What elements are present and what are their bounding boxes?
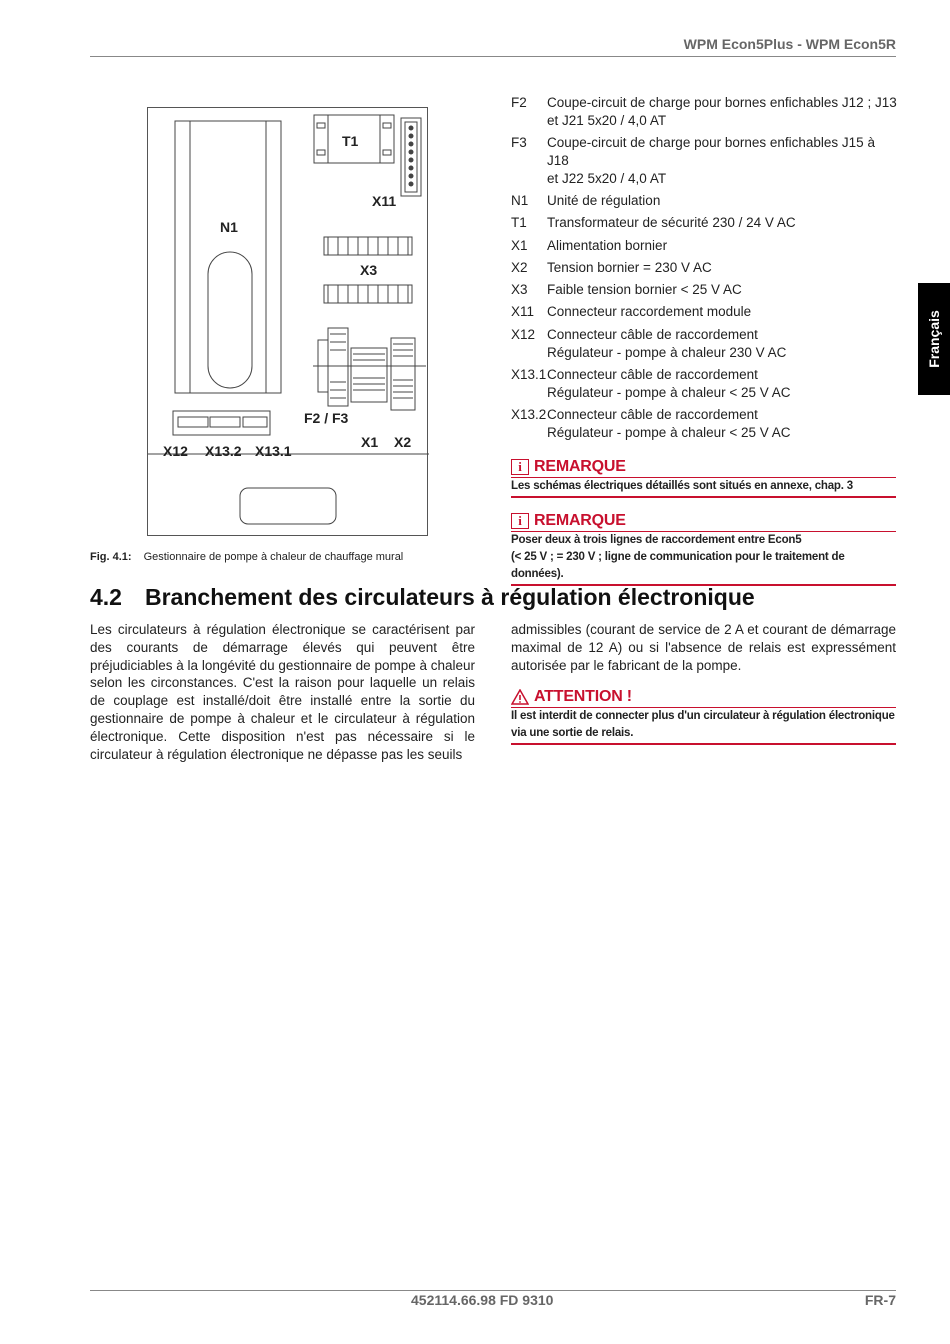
info-icon: i: [511, 513, 529, 529]
page-number: FR-7: [864, 1292, 896, 1308]
note-body: Les schémas électriques détaillés sont situés en annexe, chap. 3: [511, 478, 896, 498]
section-number: 4.2: [90, 584, 122, 610]
label-x2: X2: [394, 434, 412, 450]
legend-item: [511, 134, 901, 187]
legend-desc: Transformateur de sécurité 230 / 24 V AC: [547, 215, 796, 231]
legend-desc: Connecteur câble de raccordement Régulateur - pompe à chaleur < 25 V AC: [547, 406, 791, 440]
note-head: [511, 458, 896, 478]
legend-key: T1: [511, 215, 527, 231]
label-x3: X3: [360, 262, 378, 278]
legend-key: X13.2: [511, 406, 547, 422]
legend-item: [511, 326, 901, 362]
legend-item: [511, 259, 901, 277]
figure-caption-text: Gestionnaire de pompe à chaleur de chauffage mural: [143, 551, 404, 563]
note-title: REMARQUE: [534, 512, 626, 529]
body-text-right-paragraph: admissibles (courant de service de 2 A et courant de démarrage maximal de 12 A) ou si l'absence de relais est expressément autorisée par le fabricant de la pompe.: [511, 622, 896, 673]
warning-icon: [511, 689, 529, 705]
label-x13-2: X13.2: [205, 443, 242, 459]
legend-item: [511, 192, 901, 210]
page-header-title: WPM Econ5Plus - WPM Econ5R: [683, 36, 896, 52]
controller-diagram: [147, 107, 428, 536]
label-x12: X12: [163, 443, 188, 459]
attention-body: Il est interdit de connecter plus d'un circulateur à régulation électronique via une sortie de relais.: [511, 708, 896, 745]
legend-key: X13.1: [511, 366, 547, 382]
component-legend: [511, 94, 901, 446]
label-x13-1: X13.1: [255, 443, 292, 459]
legend-desc: Connecteur câble de raccordement Régulateur - pompe à chaleur 230 V AC: [547, 326, 787, 360]
label-n1: N1: [220, 219, 238, 235]
legend-desc: Connecteur raccordement module: [547, 304, 752, 320]
legend-key: F2: [511, 95, 527, 110]
label-x11: X11: [372, 193, 397, 209]
legend-item: [511, 281, 901, 299]
legend-item: [511, 237, 901, 255]
language-tab: [918, 283, 950, 395]
legend-desc: Connecteur câble de raccordement Régulateur - pompe à chaleur < 25 V AC: [547, 366, 791, 400]
legend-desc: Faible tension bornier < 25 V AC: [547, 282, 742, 298]
document-code: 452114.66.98 FD 9310: [411, 1292, 554, 1308]
note-title: REMARQUE: [534, 458, 626, 475]
section-heading: [90, 584, 755, 611]
note-remarque-1: [511, 458, 896, 498]
legend-desc: Alimentation bornier: [547, 237, 668, 253]
footer-divider: [90, 1290, 896, 1291]
info-icon: i: [511, 459, 529, 475]
label-t1: T1: [342, 133, 359, 149]
legend-desc: Coupe-circuit de charge pour bornes enfichables J12 ; J13 et J21 5x20 / 4,0 AT: [547, 95, 897, 128]
note-remarque-2: [511, 512, 896, 586]
legend-item: [511, 366, 901, 402]
legend-key: X1: [511, 237, 528, 253]
legend-item: [511, 214, 901, 232]
legend-desc: Unité de régulation: [547, 192, 661, 208]
note-head: [511, 512, 896, 532]
legend-key: X12: [511, 326, 536, 342]
legend-key: X2: [511, 259, 528, 275]
figure-caption-number: Fig. 4.1:: [90, 551, 132, 563]
legend-item: [511, 94, 901, 130]
language-tab-label: Français: [926, 310, 942, 368]
header-divider: [90, 56, 896, 57]
figure-caption: [90, 551, 403, 563]
legend-desc: Coupe-circuit de charge pour bornes enfichables J15 à J18 et J22 5x20 / 4,0 AT: [547, 135, 875, 186]
body-text-left: Les circulateurs à régulation électronique se caractérisent par des courants de démarrage élevés qui peuvent être préjudiciables à la longévité du gestionnaire de pompe à chaleur selon les circonstances. C'est la raison pour laquelle un relais de couplage est installé/doit être installé entre la sortie du gestionnaire de pompe à chaleur et le circulateur à régulation électronique. Cette disposition n'est pas nécessaire si le circulateur à régulation électronique ne dépasse pas les seuils: [90, 622, 476, 762]
legend-key: X3: [511, 282, 528, 298]
label-f2-f3: F2 / F3: [304, 410, 349, 426]
legend-item: [511, 303, 901, 321]
legend-key: X11: [511, 304, 535, 320]
attention-title: ATTENTION !: [534, 688, 632, 705]
body-text-right: [511, 621, 896, 674]
legend-key: N1: [511, 192, 529, 208]
section-title: Branchement des circulateurs à régulation électronique: [145, 584, 755, 610]
attention-note: [511, 688, 896, 745]
attention-head: [511, 688, 896, 708]
legend-key: F3: [511, 135, 527, 151]
label-x1: X1: [361, 434, 379, 450]
legend-desc: Tension bornier = 230 V AC: [547, 259, 712, 275]
legend-item: [511, 406, 901, 442]
controller-drawing: [148, 108, 429, 537]
note-body: Poser deux à trois lignes de raccordement entre Econ5 (< 25 V ; = 230 V ; ligne de communication pour le traitement de données).: [511, 532, 896, 586]
